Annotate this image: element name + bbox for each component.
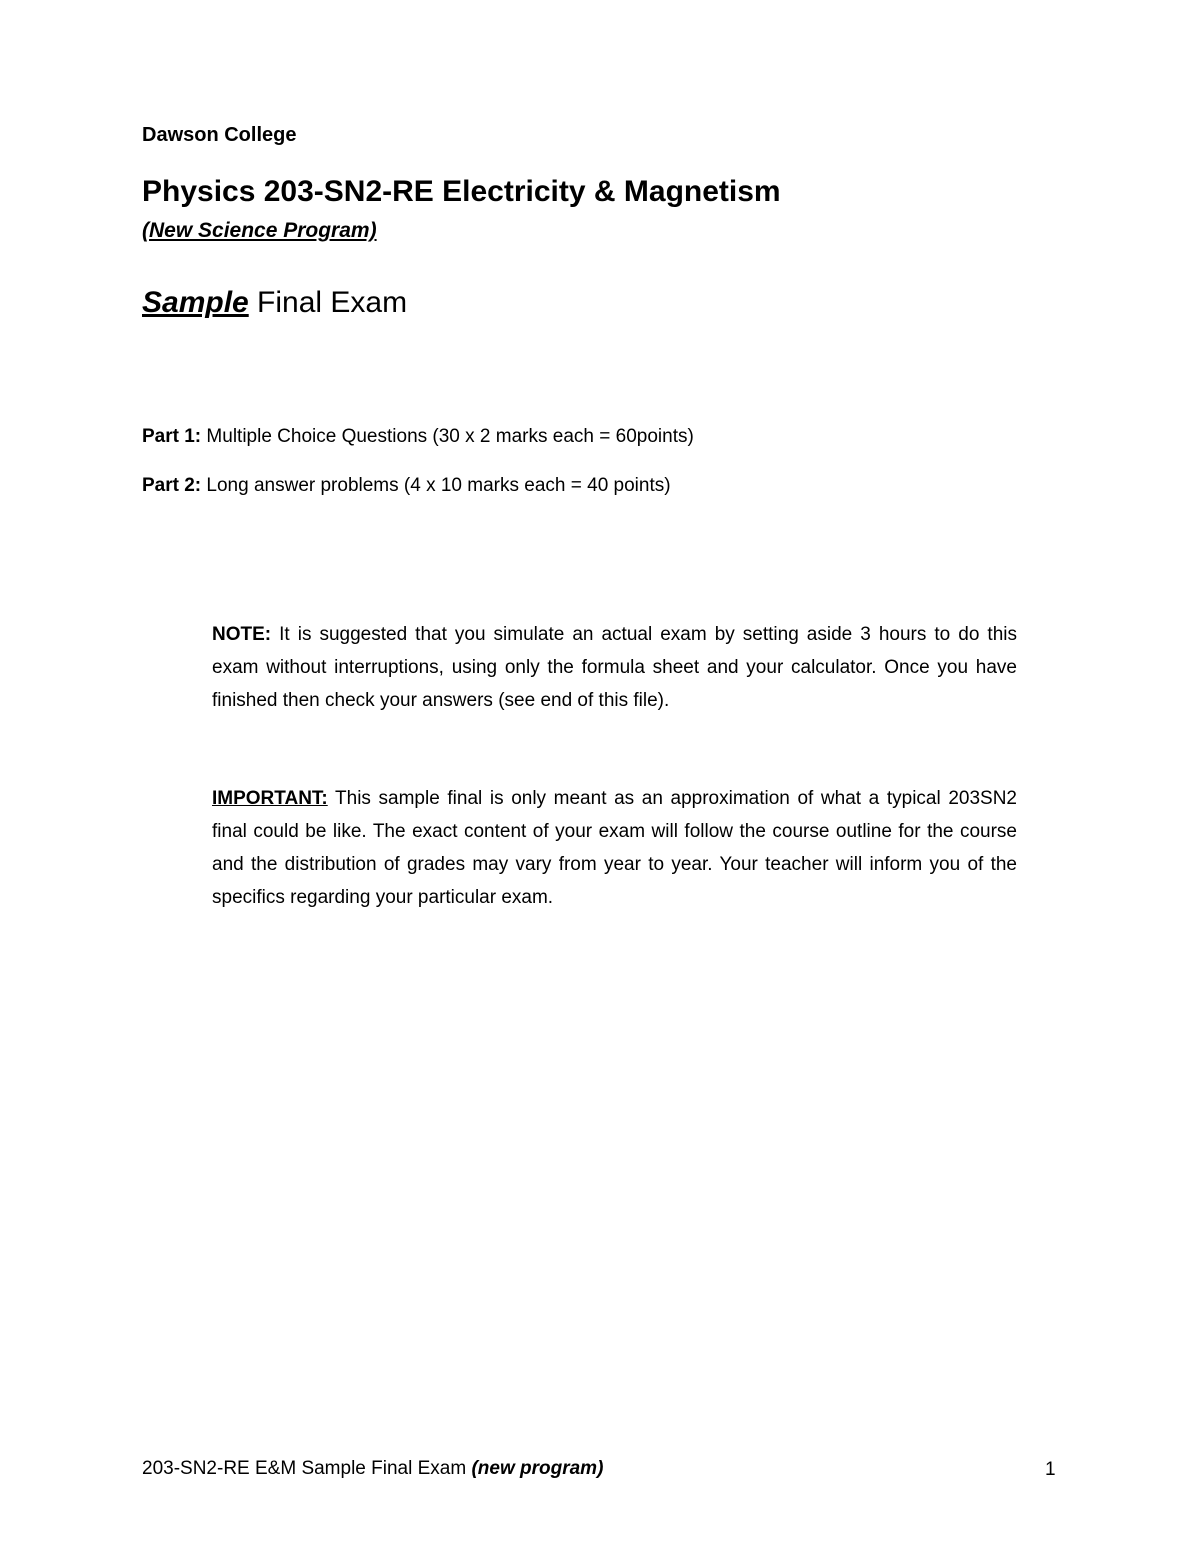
exam-title xyxy=(142,286,407,320)
exam-title-emphasis: Sample xyxy=(142,286,249,319)
part-1-label: Part 1: xyxy=(142,426,202,447)
footer-emphasis: (new program) xyxy=(471,1458,604,1479)
important-label: IMPORTANT: xyxy=(212,788,328,809)
exam-title-text: Final Exam xyxy=(248,286,408,319)
important-text: This sample final is only meant as an approximation of what a typical 203SN2 final could be like. The exact content of your exam will follow the course outline for the course and the distribution of grades may vary from year to year. Your teacher will inform you of the specifics regarding your particular exam. xyxy=(212,788,1017,908)
page-number: 1 xyxy=(1045,1459,1056,1480)
important-paragraph xyxy=(212,782,1017,914)
page-footer xyxy=(142,1458,603,1480)
college-name: Dawson College xyxy=(142,124,297,146)
part-2-line xyxy=(142,475,671,497)
part-2-label: Part 2: xyxy=(142,475,202,496)
note-text: It is suggested that you simulate an actual exam by setting aside 3 hours to do this exam without interruptions, using only the formula sheet and your calculator. Once you have finished then check your answers (see end of this file). xyxy=(212,624,1017,711)
part-2-text: Long answer problems (4 x 10 marks each = 40 points) xyxy=(201,475,671,496)
program-subtitle: (New Science Program) xyxy=(142,219,377,242)
part-1-line xyxy=(142,426,694,448)
part-1-text: Multiple Choice Questions (30 x 2 marks each = 60points) xyxy=(201,426,694,447)
footer-text: 203-SN2-RE E&M Sample Final Exam xyxy=(142,1458,472,1479)
note-label: NOTE: xyxy=(212,624,272,645)
note-paragraph xyxy=(212,618,1017,717)
course-title: Physics 203-SN2-RE Electricity & Magnetism xyxy=(142,175,781,208)
